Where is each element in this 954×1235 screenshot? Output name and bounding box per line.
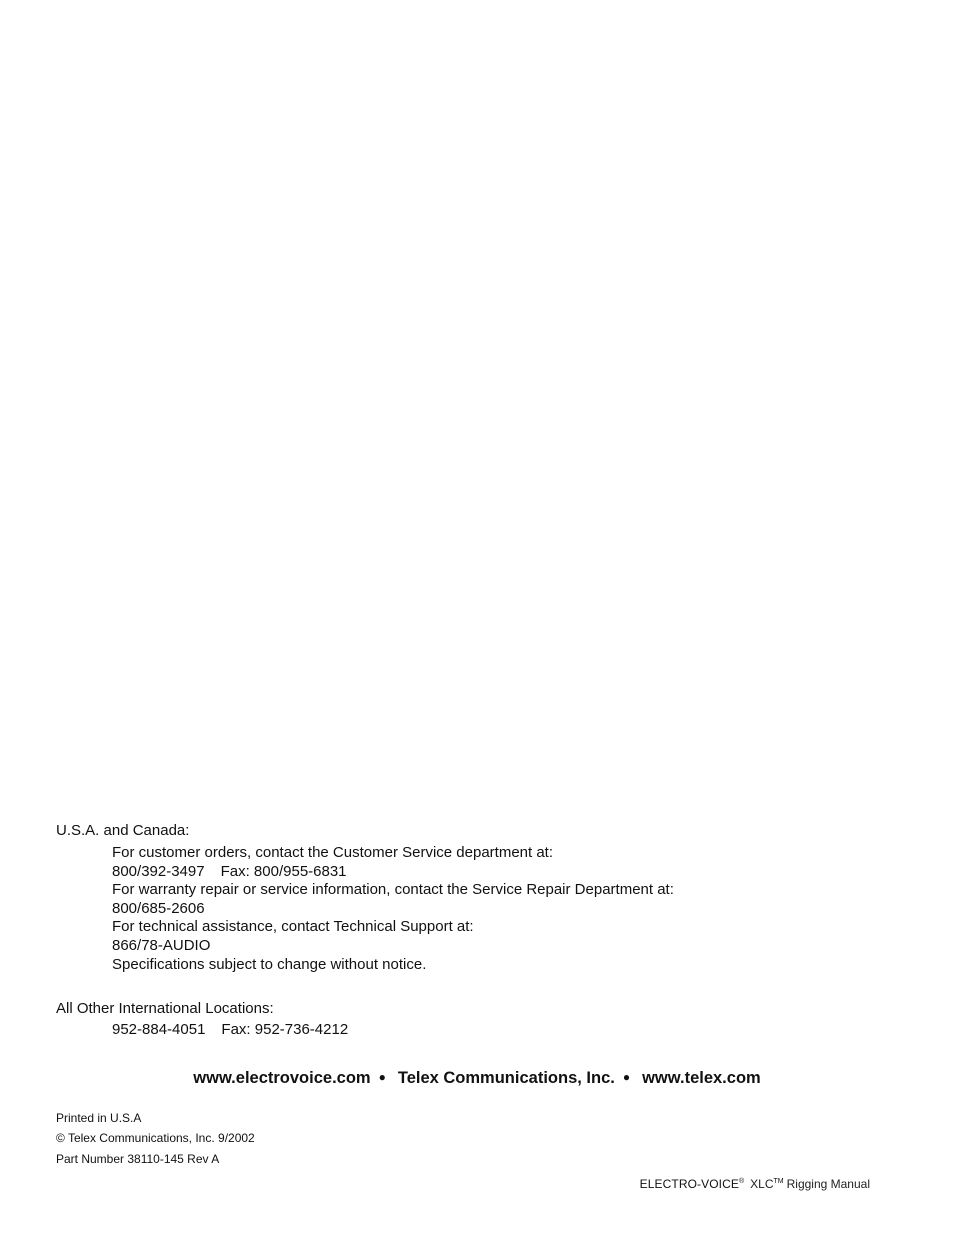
part-number-text: Part Number 38110-145 Rev A <box>56 1152 220 1166</box>
web-links-row <box>0 1067 954 1088</box>
international-heading: All Other International Locations: <box>56 1000 274 1017</box>
electrovoice-website-link[interactable]: www.electrovoice.com <box>193 1069 371 1087</box>
copyright-text: © Telex Communications, Inc. 9/2002 <box>56 1131 255 1145</box>
international-phone: 952-884-4051 <box>112 1021 206 1038</box>
warranty-repair-text: For warranty repair or service information, contact the Service Repair Department at: <box>112 881 674 899</box>
bullet-separator: ● <box>622 1070 631 1084</box>
bullet-separator: ● <box>378 1070 386 1084</box>
brand-name: ELECTRO-VOICE <box>639 1177 739 1191</box>
technical-support-text: For technical assistance, contact Technical Support at: <box>112 918 474 936</box>
registered-mark: ® <box>738 1178 745 1185</box>
usa-canada-contact-block <box>112 844 674 974</box>
model-name: XLC <box>750 1177 774 1191</box>
orders-fax: Fax: 800/955-6831 <box>220 862 347 880</box>
specifications-notice: Specifications subject to change without notice. <box>112 955 427 973</box>
printed-in-text: Printed in U.S.A <box>56 1111 142 1125</box>
trademark-mark: TM <box>773 1178 784 1185</box>
technical-support-phone: 866/78-AUDIO <box>112 936 211 954</box>
international-phone-row <box>112 1021 348 1040</box>
customer-orders-text: For customer orders, contact the Customer Service department at: <box>112 844 554 861</box>
customer-orders-phone-row <box>112 863 674 882</box>
manual-footer-title <box>640 1175 870 1191</box>
warranty-repair-phone: 800/685-2606 <box>112 899 205 917</box>
company-name: Telex Communications, Inc. <box>397 1069 615 1087</box>
usa-canada-heading: U.S.A. and Canada: <box>56 822 190 839</box>
manual-title: Rigging Manual <box>786 1177 870 1191</box>
orders-phone: 800/392-3497 <box>112 862 205 880</box>
telex-website-link[interactable]: www.telex.com <box>642 1069 761 1087</box>
international-fax: Fax: 952-736-4212 <box>221 1021 349 1038</box>
